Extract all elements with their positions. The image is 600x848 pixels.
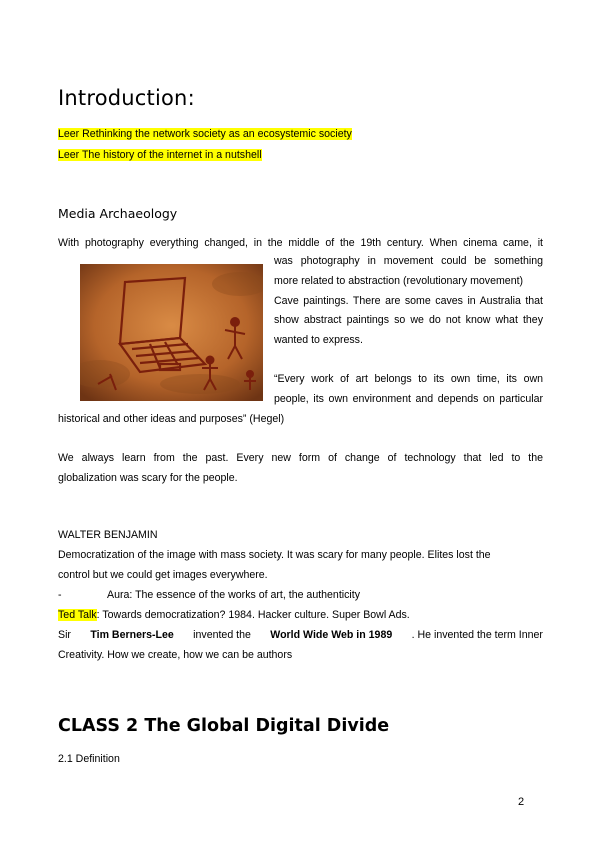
subsection-definition: 2.1 Definition — [58, 753, 120, 765]
berners-lee-line: Sir Tim Berners-Lee invented the World Wide Web in 1989 . He invented the term Inner Creativity. How we create, how we can be authors — [58, 629, 543, 661]
walter-benjamin-heading: WALTER BENJAMIN — [58, 529, 158, 541]
page-title: Introduction: — [58, 86, 195, 110]
paragraph-photography-side: was photography in movement could be something more related to abstraction (revolutionary movement) Cave paintings. There are some caves in Australia that show abstract paintings so we do not know what they wanted to express. — [274, 255, 543, 347]
bullet-dash: - — [58, 589, 62, 601]
ted-talk-label: Ted Talk — [58, 609, 97, 621]
page-number: 2 — [518, 796, 525, 808]
paragraph-learn-from-past: We always learn from the past. Every new form of change of technology that led to the globalization was scary for the people. — [58, 452, 543, 484]
ted-talk-line: Ted Talk: Towards democratization? 1984. Hacker culture. Super Bowl Ads. — [58, 609, 410, 621]
cave-painting-image — [80, 264, 263, 401]
walter-benjamin-text: Democratization of the image with mass society. It was scary for many people. Elites lost the control but we could get images everywhere. — [58, 549, 491, 581]
section-heading-media-archaeology: Media Archaeology — [58, 206, 178, 221]
class-2-heading: CLASS 2 The Global Digital Divide — [58, 716, 390, 736]
reading-link-2[interactable]: Leer The history of the internet in a nutshell — [58, 149, 262, 161]
hegel-quote: “Every work of art belongs to its own time, its own people, its own environment and depends on particular — [274, 373, 543, 405]
paragraph-photography-line: With photography everything changed, in the middle of the 19th century. When cinema came, it — [58, 237, 543, 249]
bullet-aura: Aura: The essence of the works of art, the authenticity — [107, 589, 361, 601]
hegel-quote-end: historical and other ideas and purposes” (Hegel) — [58, 413, 285, 425]
reading-link-1[interactable]: Leer Rethinking the network society as an ecosystemic society — [58, 128, 352, 140]
